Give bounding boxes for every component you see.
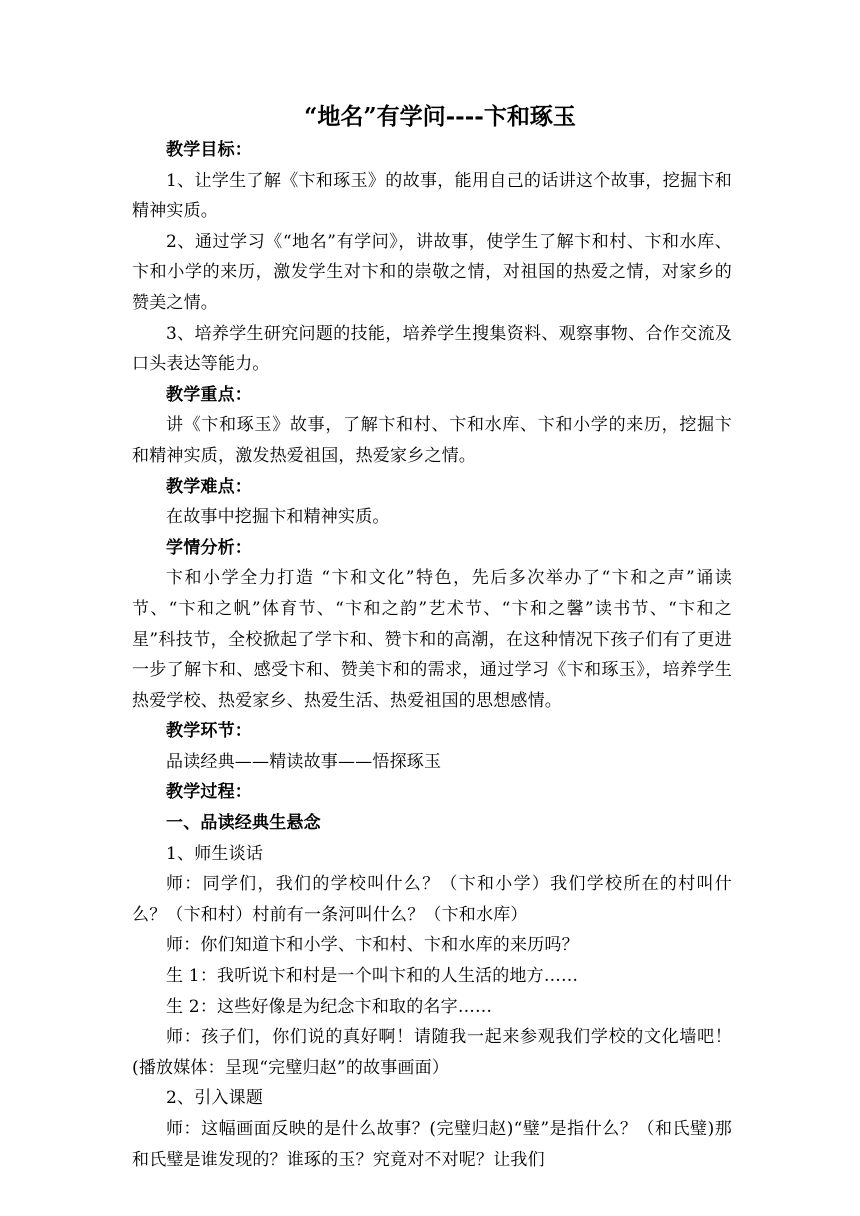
- paragraph: 师：你们知道卞和小学、卞和村、卞和水库的来历吗？: [166, 935, 579, 956]
- section-heading: 学情分析：: [166, 537, 252, 558]
- paragraph: 师：孩子们，你们说的真好啊！请随我一起来参观我们学校的文化墙吧！(播放媒体：呈现“完璧归赵”的故事画面）: [132, 1027, 732, 1078]
- section-heading: 教学重点：: [166, 384, 252, 405]
- paragraph: 生 1：我听说卞和村是一个叫卞和的人生活的地方……: [166, 966, 579, 987]
- paragraph: 1、让学生了解《卞和琢玉》的故事，能用自己的话讲这个故事，挖掘卞和精神实质。: [132, 170, 732, 222]
- paragraph: 师：同学们，我们的学校叫什么？（卞和小学）我们学校所在的村叫什么？（卞和村）村前有一条河叫什么？（卞和水库）: [132, 874, 732, 925]
- paragraph: 2、引入课题: [166, 1088, 264, 1109]
- paragraph: 1、师生谈话: [166, 843, 264, 864]
- paragraph: 在故事中挖掘卞和精神实质。: [166, 507, 390, 528]
- section-heading: 教学目标：: [166, 140, 252, 160]
- paragraph: 生 2：这些好像是为纪念卞和取的名字……: [166, 996, 493, 1017]
- section-heading: 教学难点：: [166, 476, 252, 497]
- paragraph: 2、通过学习《“地名”有学问》，讲故事，使学生了解卞和村、卞和水库、卞和小学的来历，激发学生对卞和的崇敬之情，对祖国的热爱之情，对家乡的赞美之情。: [132, 231, 732, 313]
- document-body: [132, 101, 732, 1175]
- section-heading: 教学过程：: [166, 782, 252, 803]
- section-heading: 教学环节：: [166, 721, 252, 742]
- paragraph: 师：这幅画面反映的是什么故事？(完璧归赵)“璧”是指什么？（和氏璧)那和氏璧是谁发现的？谁琢的玉？究竟对不对呢？让我们: [132, 1119, 732, 1170]
- paragraph: 讲《卞和琢玉》故事，了解卞和村、卞和水库、卞和小学的来历，挖掘卞和精神实质，激发热爱祖国，热爱家乡之情。: [132, 415, 732, 466]
- section-heading: 一、品读经典生悬念: [166, 813, 321, 834]
- paragraph-list: [132, 135, 732, 1175]
- paragraph: 卞和小学全力打造 “卞和文化”特色，先后多次举办了“卞和之声”诵读节、“卞和之帆”体育节、“卞和之韵”艺术节、“卞和之馨”读书节、“卞和之星”科技节，全校掀起了学卞和、赞卞和的高潮，在这种情况下孩子们有了更进一步了解卞和、感受卞和、赞美卞和的需求，通过学习《卞和琢玉》，培养学生热爱学校、热爱家乡、热爱生活、热爱祖国的思想感情。: [132, 568, 732, 711]
- document-title: “地名”有学问----卞和琢玉: [304, 103, 576, 130]
- paragraph: 3、培养学生研究问题的技能，培养学生搜集资料、观察事物、合作交流及口头表达等能力。: [132, 323, 732, 375]
- paragraph: 品读经典——精读故事——悟探琢玉: [166, 751, 442, 772]
